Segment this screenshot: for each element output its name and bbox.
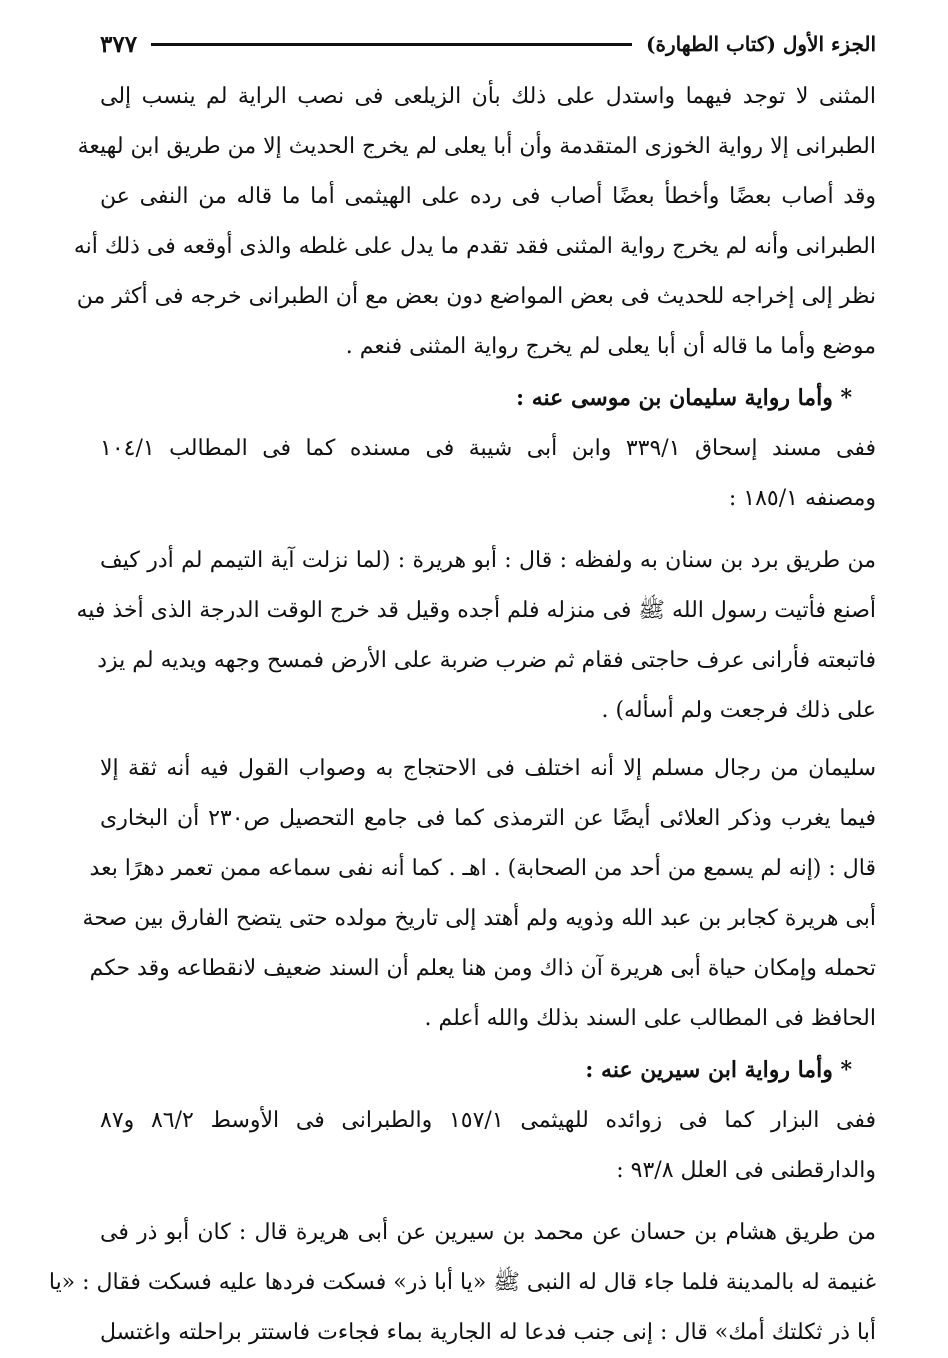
text-line: فاتبعته فأرانى عرف حاجتى فقام ثم ضرب ضربة على الأرض فمسح وجهه ويديه لم يزد [97,648,876,673]
text-line: الطبرانى وأنه لم يخرج رواية المثنى فقد تقدم ما يدل على غلطه والذى أوقعه فى ذلك أنه [73,234,876,259]
text-line: أصنع فأتيت رسول الله ﷺ فى منزله فلم أجده وقيل قد خرج الوقت الدرجة الذى أخذ فيه [76,598,876,623]
text-line: فيما يغرب وذكر العلائى أيضًا عن الترمذى كما فى جامع التحصيل ص٢٣٠ أن البخارى [100,806,876,831]
text-line: موضع وأما ما قاله أن أبا يعلى لم يخرج رواية المثنى فنعم . [345,334,876,359]
paragraph-3 [76,536,876,736]
section-heading-ibn-sirin: * وأما رواية ابن سيرين عنه : [585,1057,852,1083]
text-line: والدارقطنى فى العلل ٩٣/٨ : [616,1158,876,1183]
text-line: نظر إلى إخراجه للحديث فى بعض المواضع دون بعض مع أن الطبرانى خرجه فى أكثر من [76,284,876,309]
text-line: غنيمة له بالمدينة فلما جاء قال له النبى ﷺ «يا أبا ذر» فسكت فردها عليه فسكت فقال : «يا [48,1270,876,1295]
text-line: على ذلك فرجعت ولم أسأله) . [601,698,876,723]
text-line: أبا ذر ثكلتك أمك» قال : إنى جنب فدعا له الجارية بماء فجاءت فاستتر براحلته واغتسل [100,1320,876,1345]
text-line: وقد أصاب بعضًا وأخطأ بعضًا أصاب فى رده على الهيثمى أما ما قاله من النفى عن [100,184,876,209]
text-line: ففى مسند إسحاق ٣٣٩/١ وابن أبى شيبة فى مسنده كما فى المطالب ١٠٤/١ [100,436,876,461]
section-heading-sulayman: * وأما رواية سليمان بن موسى عنه : [515,385,852,411]
text-line: سليمان من رجال مسلم إلا أنه اختلف فى الاحتجاج به وصواب القول فيه أنه ثقة إلا [100,756,876,781]
running-title: الجزء الأول (كتاب الطهارة) [646,32,876,56]
page-header [100,24,876,64]
paragraph-2 [100,424,876,524]
text-line: الطبرانى إلا رواية الخوزى المتقدمة وأن أبا يعلى لم يخرج الحديث إلا من طريق ابن لهيعة [77,134,876,159]
text-line: المثنى لا توجد فيهما واستدل على ذلك بأن الزيلعى فى نصب الراية لم ينسب إلى [100,84,876,109]
text-line: ومصنفه ١٨٥/١ : [728,486,876,511]
paragraph-4 [82,744,876,1044]
page-number: ٣٧٧ [100,30,138,58]
paragraph-1 [73,72,876,372]
book-page [48,24,876,1358]
text-line: الحافظ فى المطالب على السند بذلك والله أعلم . [424,1006,876,1031]
paragraph-6 [48,1208,876,1358]
text-line: من طريق برد بن سنان به ولفظه : قال : أبو هريرة : (لما نزلت آية التيمم لم أدر كيف [100,548,876,573]
text-line: أبى هريرة كجابر بن عبد الله وذويه ولم أهتد إلى تاريخ مولده حتى يتضح الفارق بين صحة [82,906,876,931]
paragraph-5 [100,1096,876,1196]
text-line: ففى البزار كما فى زوائده للهيثمى ١٥٧/١ والطبرانى فى الأوسط ٨٦/٢ و٨٧ [100,1108,876,1133]
header-rule [151,43,632,46]
text-line: قال : (إنه لم يسمع من أحد من الصحابة) . اهـ . كما أنه نفى سماعه ممن تعمر دهرًا بعد [89,856,876,881]
text-line: تحمله وإمكان حياة أبى هريرة آن ذاك ومن هنا يعلم أن السند ضعيف لانقطاعه وقد حكم [89,956,876,981]
text-line: من طريق هشام بن حسان عن محمد بن سيرين عن أبى هريرة قال : كان أبو ذر فى [100,1220,876,1245]
